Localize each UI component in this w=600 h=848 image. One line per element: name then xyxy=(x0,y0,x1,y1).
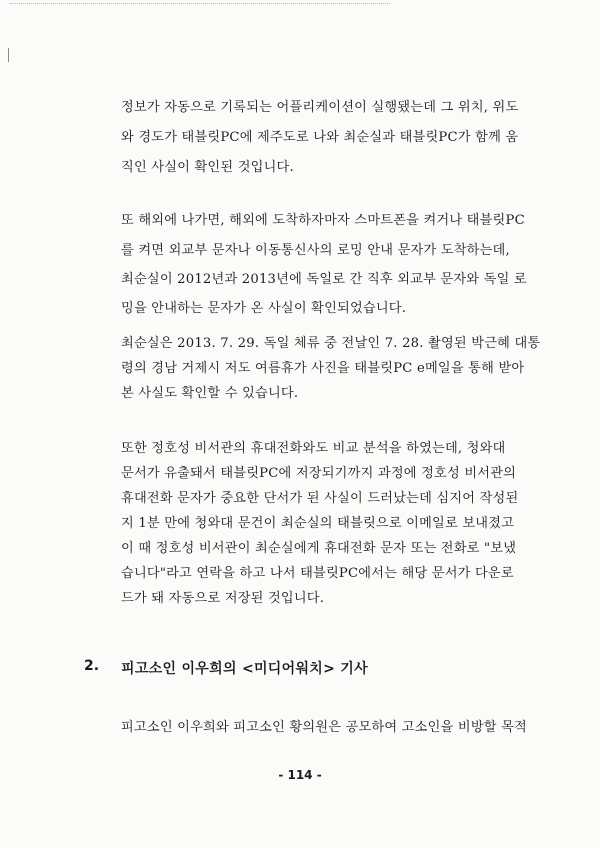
text-line: 최순실은 2013. 7. 29. 독일 체류 중 전날인 7. 28. 촬영된 박근혜 대통 xyxy=(121,336,541,351)
text-line: 최순실이 2012년과 2013년에 독일로 간 직후 외교부 문자와 독일 로 xyxy=(121,272,527,287)
text-line: 피고소인 이우희와 피고소인 황의원은 공모하여 고소인을 비방할 목적 xyxy=(121,720,527,735)
text-line: 정보가 자동으로 기록되는 어플리케이션이 실행됐는데 그 위치, 위도 xyxy=(121,100,519,115)
text-line: 와 경도가 태블릿PC에 제주도로 나와 최순실과 태블릿PC가 함께 움 xyxy=(121,130,519,145)
text-line: 지 1분 만에 청와대 문건이 최순실의 태블릿으로 이메일로 보내졌고 xyxy=(121,516,515,531)
text-line: 또 해외에 나가면, 해외에 도착하자마자 스마트폰을 켜거나 태블릿PC xyxy=(121,213,525,228)
text-line: 를 켜면 외교부 문자나 이동통신사의 로밍 안내 문자가 도착하는데, xyxy=(121,243,510,258)
text-line: 드가 돼 자동으로 저장된 것입니다. xyxy=(121,591,325,606)
text-line: 문서가 유출돼서 태블릿PC에 저장되기까지 과정에 정호성 비서관의 xyxy=(121,466,517,481)
text-line: 밍을 안내하는 문자가 온 사실이 확인되었습니다. xyxy=(121,301,407,316)
text-line: 이 때 정호성 비서관이 최순실에게 휴대전화 문자 또는 전화로 "보냈 xyxy=(121,541,517,556)
page-number: - 114 - xyxy=(278,768,322,782)
text-line: 직인 사실이 확인된 것입니다. xyxy=(121,160,294,175)
text-line: 본 사실도 확인할 수 있습니다. xyxy=(121,386,299,401)
scan-edge-line xyxy=(10,3,390,4)
text-line: 또한 정호성 비서관의 휴대전화와도 비교 분석을 하였는데, 청와대 xyxy=(121,441,506,456)
section-number: 2. xyxy=(84,658,100,674)
scan-margin-mark xyxy=(8,48,9,62)
text-line: 령의 경남 거제시 저도 여름휴가 사진을 태블릿PC e메일을 통해 받아 xyxy=(121,361,525,376)
section-heading: 피고소인 이우희의 <미디어워치> 기사 xyxy=(121,661,368,677)
text-line: 습니다"라고 연락을 하고 나서 태블릿PC에서는 해당 문서가 다운로 xyxy=(121,566,514,581)
text-line: 휴대전화 문자가 중요한 단서가 된 사실이 드러났는데 심지어 작성된 xyxy=(121,491,519,506)
